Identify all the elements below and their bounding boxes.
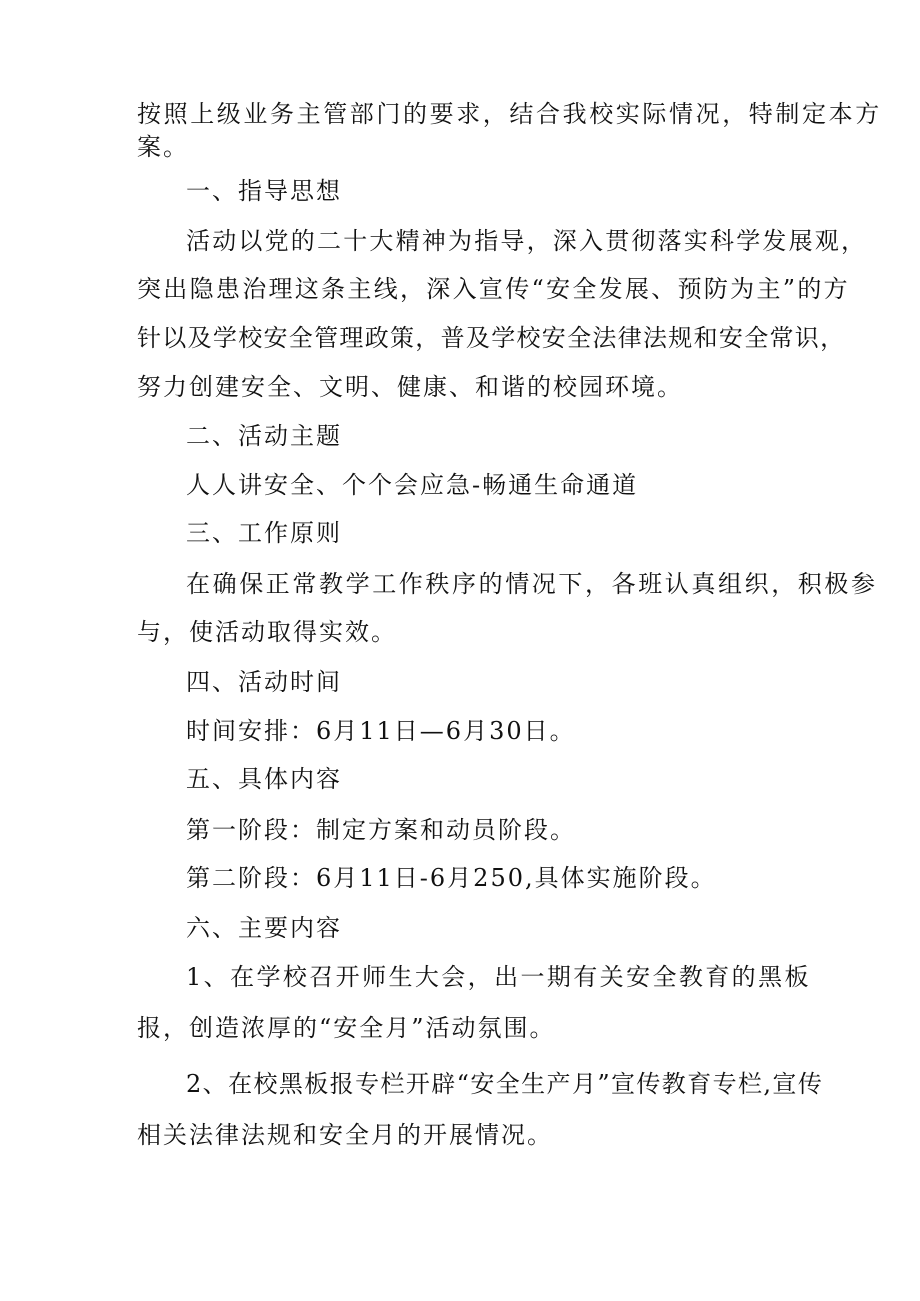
heading-guiding-ideology: 一、指导思想 xyxy=(186,177,342,205)
paragraph-principles-line-1: 在确保正常教学工作秩序的情况下，各班认真组织，积极参 xyxy=(186,570,878,598)
paragraph-guiding-line-3: 针以及学校安全管理政策，普及学校安全法律法规和安全常识， xyxy=(137,324,846,352)
heading-main-content: 六、主要内容 xyxy=(186,914,342,942)
heading-specific-content: 五、具体内容 xyxy=(186,765,342,793)
paragraph-principles-line-2: 与，使活动取得实效。 xyxy=(137,618,397,646)
heading-activity-time: 四、活动时间 xyxy=(186,668,342,696)
paragraph-intro-line-2: 案。 xyxy=(137,133,189,161)
list-item-2-line-1: 2、在校黑板报专栏开辟“安全生产月”宣传教育专栏,宣传 xyxy=(186,1070,824,1098)
paragraph-activity-theme: 人人讲安全、个个会应急-畅通生命通道 xyxy=(186,471,639,499)
heading-work-principles: 三、工作原则 xyxy=(186,519,342,547)
heading-activity-theme: 二、活动主题 xyxy=(186,422,342,450)
paragraph-guiding-line-2: 突出隐患治理这条主线，深入宣传“安全发展、预防为主”的方 xyxy=(137,275,850,303)
paragraph-guiding-line-4: 努力创建安全、文明、健康、和谐的校园环境。 xyxy=(137,373,683,401)
list-item-1-line-1: 1、在学校召开师生大会，出一期有关安全教育的黑板 xyxy=(186,963,811,991)
list-item-1-line-2: 报，创造浓厚的“安全月”活动氛围。 xyxy=(137,1014,556,1042)
paragraph-stage-one: 第一阶段：制定方案和动员阶段。 xyxy=(186,816,576,844)
paragraph-time-schedule: 时间安排：6月11日—6月30日。 xyxy=(186,717,576,745)
list-item-2-line-2: 相关法律法规和安全月的开展情况。 xyxy=(137,1121,553,1149)
paragraph-intro-line-1: 按照上级业务主管部门的要求，结合我校实际情况，特制定本方 xyxy=(137,100,882,128)
paragraph-guiding-line-1: 活动以党的二十大精神为指导，深入贯彻落实科学发展观， xyxy=(186,227,868,255)
paragraph-stage-two: 第二阶段：6月11日-6月250,具体实施阶段。 xyxy=(186,864,717,892)
